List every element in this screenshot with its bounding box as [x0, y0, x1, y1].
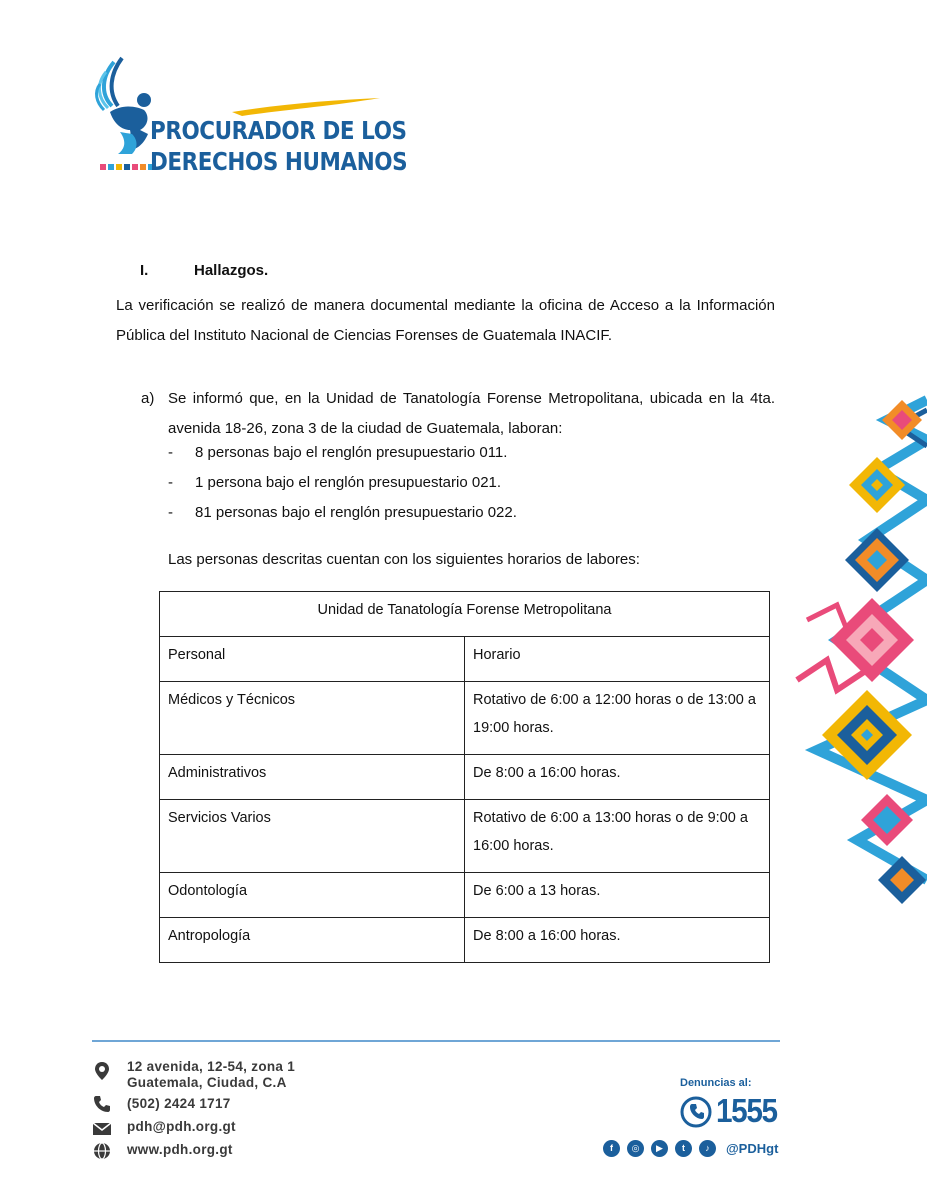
bullet-text: 8 personas bajo el renglón presupuestario 011.	[195, 444, 508, 461]
address-line2: Guatemala, Ciudad, C.A	[127, 1075, 287, 1090]
table-row	[160, 755, 770, 800]
hotline-number[interactable]: 1555	[716, 1092, 777, 1129]
table-header-row	[160, 637, 770, 682]
bullet-list	[168, 438, 517, 528]
table-row	[160, 873, 770, 918]
column-header-horario: Horario	[465, 637, 770, 682]
bullet-marker: -	[168, 444, 173, 461]
table-cell-horario: Rotativo de 6:00 a 13:00 horas o de 9:00 a 16:00 horas.	[465, 800, 770, 873]
table-cell-horario: Rotativo de 6:00 a 12:00 horas o de 13:00 a 19:00 horas.	[465, 682, 770, 755]
mail-icon	[92, 1119, 112, 1139]
section-title: Hallazgos.	[194, 262, 269, 279]
facebook-icon[interactable]: f	[603, 1140, 620, 1157]
table-row	[160, 800, 770, 873]
textile-pattern-decoration	[777, 390, 927, 920]
logo-text-line2: DERECHOS HUMANOS	[150, 147, 408, 176]
table-row	[160, 682, 770, 755]
schedule-table	[159, 591, 770, 963]
bullet-text: 1 persona bajo el renglón presupuestario 021.	[195, 474, 502, 491]
bullet-text: 81 personas bajo el renglón presupuestario 022.	[195, 504, 517, 521]
table-row	[160, 918, 770, 963]
bullet-item	[168, 438, 517, 468]
footer-divider	[92, 1040, 780, 1042]
logo-text-line1: PROCURADOR DE LOS	[150, 116, 407, 145]
list-item-marker: a)	[141, 390, 155, 407]
location-pin-icon	[92, 1061, 112, 1081]
section-paragraph: La verificación se realizó de manera documental mediante la oficina de Acceso a la Información Pública del Instituto Nacional de Ciencias Forenses de Guatemala INACIF.	[116, 297, 775, 344]
phone-circle-icon	[680, 1094, 712, 1130]
tiktok-icon[interactable]: ♪	[699, 1140, 716, 1157]
bullet-item	[168, 498, 517, 528]
bullet-marker: -	[168, 474, 173, 491]
denuncias-label: Denuncias al:	[680, 1077, 752, 1089]
globe-icon	[92, 1141, 112, 1161]
website-url[interactable]: www.pdh.org.gt	[127, 1142, 233, 1157]
list-item-text: Se informó que, en la Unidad de Tanatología Forense Metropolitana, ubicada en la 4ta. avenida 18-26, zona 3 de la ciudad de Guatemala, laboran:	[168, 390, 775, 437]
phone-icon	[92, 1094, 112, 1114]
phone-number: (502) 2424 1717	[127, 1096, 231, 1111]
bullet-marker: -	[168, 504, 173, 521]
section-number: I.	[140, 262, 149, 279]
instagram-icon[interactable]: ◎	[627, 1140, 644, 1157]
table-intro-text: Las personas descritas cuentan con los siguientes horarios de labores:	[168, 551, 640, 568]
column-header-personal: Personal	[160, 637, 465, 682]
table-cell-personal: Médicos y Técnicos	[160, 682, 465, 755]
table-cell-horario: De 8:00 a 16:00 horas.	[465, 918, 770, 963]
social-handle[interactable]: @PDHgt	[726, 1141, 779, 1156]
bullet-item	[168, 468, 517, 498]
address-line1: 12 avenida, 12-54, zona 1	[127, 1059, 296, 1074]
twitter-icon[interactable]: t	[675, 1140, 692, 1157]
table-cell-personal: Servicios Varios	[160, 800, 465, 873]
table-title-row	[160, 592, 770, 637]
section-heading	[140, 262, 268, 279]
table-title: Unidad de Tanatología Forense Metropolitana	[160, 592, 770, 637]
email-address[interactable]: pdh@pdh.org.gt	[127, 1119, 236, 1134]
table-cell-horario: De 8:00 a 16:00 horas.	[465, 755, 770, 800]
table-cell-personal: Administrativos	[160, 755, 465, 800]
table-cell-personal: Antropología	[160, 918, 465, 963]
pdh-logo	[92, 54, 408, 184]
table-cell-personal: Odontología	[160, 873, 465, 918]
youtube-icon[interactable]: ▶	[651, 1140, 668, 1157]
table-cell-horario: De 6:00 a 13 horas.	[465, 873, 770, 918]
